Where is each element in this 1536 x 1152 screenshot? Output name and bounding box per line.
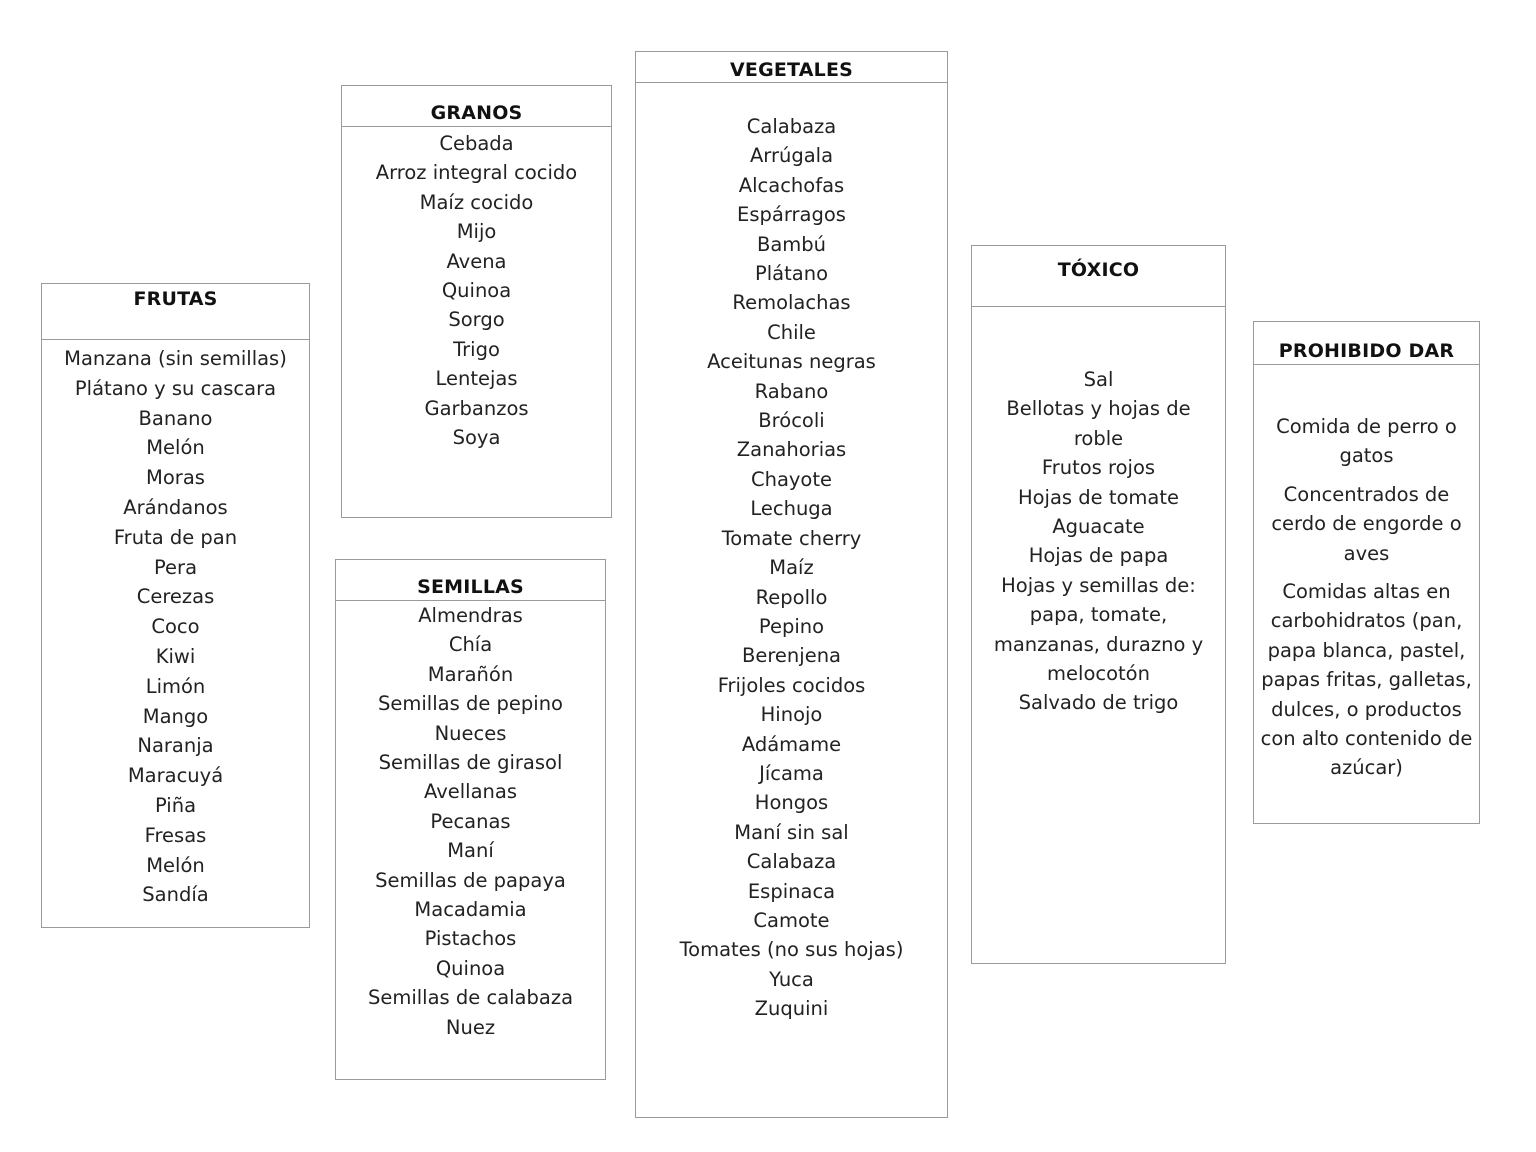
list-item: Repollo — [755, 585, 828, 609]
list-item: Hojas de papa — [1028, 544, 1169, 568]
list-item: Melón — [146, 853, 205, 877]
list-item: Arroz integral cocido — [375, 161, 578, 185]
list-item: Manzana (sin semillas) — [64, 347, 287, 370]
list-item: Hongos — [754, 791, 829, 815]
box-title-frutas: FRUTAS — [42, 284, 309, 340]
list-item: Remolachas — [732, 291, 851, 315]
list-item: Garbanzos — [424, 396, 529, 420]
box-title-semillas: SEMILLAS — [336, 560, 605, 601]
list-item: Frijoles cocidos — [717, 673, 866, 697]
box-title-vegetales: VEGETALES — [636, 52, 947, 83]
box-prohibido — [1253, 321, 1480, 824]
list-item: Sandía — [142, 883, 209, 907]
list-item: Chayote — [750, 467, 833, 491]
box-toxico — [971, 245, 1226, 964]
list-item: Banano — [138, 406, 213, 430]
list-item: Almendras — [418, 604, 523, 627]
list-item: Tomate cherry — [721, 526, 862, 550]
list-item: Chile — [767, 320, 816, 344]
list-item: Frutos rojos — [1041, 456, 1156, 480]
list-item: Comida de perro o gatos — [1276, 415, 1457, 468]
list-item: Lechuga — [750, 497, 833, 521]
list-item: Plátano — [754, 262, 828, 286]
list-item: Mijo — [456, 220, 497, 244]
list-item: Maracuyá — [127, 764, 224, 788]
list-item: Jícama — [759, 761, 824, 785]
list-item: Hojas de tomate — [1017, 485, 1180, 509]
list-item: Macadamia — [414, 898, 527, 922]
box-title-toxico: TÓXICO — [972, 246, 1225, 307]
list-item: Zanahorias — [736, 438, 847, 462]
list-item: Rabano — [754, 379, 829, 403]
list-item: Maíz — [769, 556, 814, 580]
list-item: Kiwi — [155, 644, 196, 668]
list-item: Maní sin sal — [734, 820, 849, 844]
list-item: Pepino — [758, 614, 825, 638]
list-item: Quinoa — [435, 956, 506, 980]
list-item: Maní — [447, 839, 494, 863]
list-item: Naranja — [137, 734, 214, 758]
list-toxico — [972, 307, 1225, 718]
list-item: Coco — [151, 615, 200, 639]
list-item: Zuquini — [754, 997, 829, 1021]
box-title-prohibido: PROHIBIDO DAR — [1254, 322, 1479, 365]
list-item: Avellanas — [424, 780, 517, 804]
box-frutas — [41, 283, 310, 928]
list-item: Chía — [448, 633, 493, 657]
list-item: Fresas — [144, 823, 207, 847]
list-item: Maíz cocido — [419, 190, 534, 214]
list-item: Arándanos — [123, 495, 228, 519]
list-item: Pecanas — [430, 809, 511, 833]
list-item: Moras — [146, 466, 205, 490]
list-item: Pistachos — [424, 927, 517, 951]
list-item: Aceitunas negras — [707, 350, 876, 374]
list-item: Melón — [146, 436, 205, 460]
list-item: Tomates (no sus hojas) — [679, 938, 904, 962]
list-prohibido — [1254, 365, 1479, 792]
list-item: Semillas de girasol — [378, 751, 563, 775]
list-item: Semillas de papaya — [375, 868, 566, 892]
list-item: Bambú — [756, 232, 827, 256]
list-item: Camote — [753, 908, 830, 932]
list-semillas — [336, 601, 605, 1042]
box-title-granos: GRANOS — [342, 86, 611, 127]
list-item: Limón — [145, 674, 206, 698]
list-item: Plátano y su cascara — [74, 376, 277, 400]
list-item: Nueces — [434, 721, 507, 745]
list-item: Salvado de trigo — [1018, 691, 1179, 715]
list-item: Cerezas — [136, 585, 215, 609]
list-item: Hojas y semillas de: papa, tomate, manzanas, durazno y melocotón — [993, 573, 1204, 686]
list-item: Sorgo — [448, 308, 505, 332]
list-item: Fruta de pan — [113, 525, 238, 549]
list-item: Semillas de pepino — [378, 692, 563, 716]
list-item: Pera — [153, 555, 198, 579]
list-item: Alcachofas — [738, 173, 845, 197]
list-item: Berenjena — [741, 644, 842, 668]
list-item: Calabaza — [746, 850, 837, 874]
list-item: Yuca — [769, 967, 814, 991]
list-item: Brócoli — [758, 409, 825, 433]
list-item: Arrúgala — [749, 144, 834, 168]
list-item: Espárragos — [737, 203, 846, 227]
list-item: Nuez — [445, 1015, 496, 1039]
list-item: Hinojo — [760, 703, 823, 727]
list-frutas — [42, 340, 309, 910]
box-vegetales — [635, 51, 948, 1118]
list-item: Calabaza — [746, 115, 837, 138]
list-vegetales — [636, 83, 947, 1024]
list-item: Sal — [1083, 368, 1114, 391]
list-item: Lentejas — [435, 367, 518, 391]
box-semillas — [335, 559, 606, 1080]
list-item: Adámame — [741, 732, 842, 756]
list-item: Cebada — [439, 132, 514, 155]
list-item: Mango — [142, 704, 209, 728]
list-item: Piña — [154, 793, 197, 817]
list-item: Marañón — [427, 662, 514, 686]
list-item: Concentrados de cerdo de engorde o aves — [1271, 482, 1462, 565]
list-granos — [342, 127, 611, 452]
list-item: Aguacate — [1052, 515, 1145, 539]
list-item: Semillas de calabaza — [367, 986, 574, 1010]
list-item: Trigo — [453, 337, 500, 361]
list-item: Avena — [446, 249, 507, 273]
box-granos — [341, 85, 612, 518]
list-item: Quinoa — [441, 279, 512, 303]
list-item: Espinaca — [747, 879, 836, 903]
list-item: Bellotas y hojas de roble — [1006, 397, 1191, 450]
list-item: Comidas altas en carbohidratos (pan, papa blanca, pastel, papas fritas, galletas, dulces, o productos con alto contenido de azúcar) — [1260, 580, 1473, 780]
list-item: Soya — [452, 426, 501, 450]
